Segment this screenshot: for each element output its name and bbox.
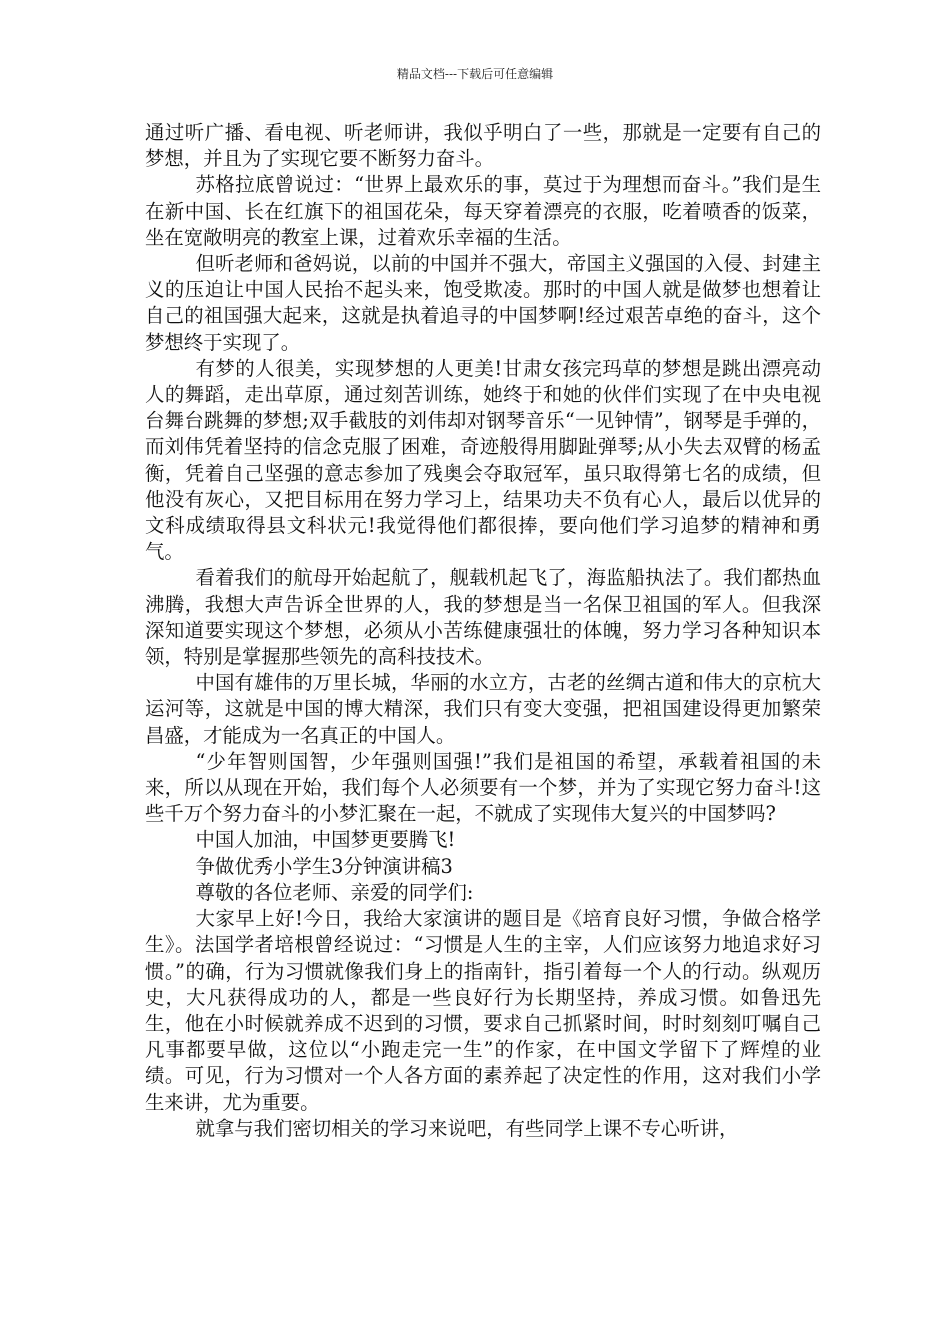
paragraph-2: 苏格拉底曾说过：“世界上最欢乐的事，莫过于为理想而奋斗。”我们是生在新中国、长在红旗下的祖国花朵，每天穿着漂亮的衣服，吃着喷香的饭菜，坐在宽敞明亮的教室上课，过着欢乐幸福的生活。	[145, 173, 821, 249]
paragraph-7: “少年智则国智，少年强则国强!”我们是祖国的希望，承载着祖国的未来，所以从现在开始，我们每个人必须要有一个梦，并为了实现它努力奋斗!这些千万个努力奋斗的小梦汇聚在一起，不就成了实现伟大复兴的中国梦吗?	[145, 749, 821, 826]
paragraph-1: 通过听广播、看电视、听老师讲，我似乎明白了一些，那就是一定要有自己的梦想，并且为了实现它要不断努力奋斗。	[145, 121, 821, 171]
paragraph-6: 中国有雄伟的万里长城，华丽的水立方，古老的丝绸古道和伟大的京杭大运河等，这就是中国的博大精深，我们只有变大变强，把祖国建设得更加繁荣昌盛，才能成为一名真正的中国人。	[145, 671, 821, 747]
paragraph-3: 但听老师和爸妈说，以前的中国并不强大，帝国主义强国的入侵、封建主义的压迫让中国人民抬不起头来，饱受欺凌。那时的中国人就是做梦也想着让自己的祖国强大起来，这就是执着追寻的中国梦啊!经过艰苦卓绝的奋斗，这个梦想终于实现了。	[145, 252, 821, 354]
salutation: 尊敬的各位老师、亲爱的同学们:	[195, 880, 474, 904]
speech-title: 争做优秀小学生3分钟演讲稿3	[195, 854, 453, 878]
paragraph-5: 看着我们的航母开始起航了，舰载机起飞了，海监船执法了。我们都热血沸腾，我想大声告诉全世界的人，我的梦想是当一名保卫祖国的军人。但我深深知道要实现这个梦想，必须从小苦练健康强壮的体魄，努力学习各种知识本领，特别是掌握那些领先的高科技技术。	[145, 566, 821, 669]
page-header: 精品文档---下载后可任意编辑	[396, 67, 554, 81]
paragraph-12: 就拿与我们密切相关的学习来说吧，有些同学上课不专心听讲，	[195, 1116, 739, 1140]
document-body	[145, 120, 821, 1142]
paragraph-8: 中国人加油，中国梦更要腾飞!	[195, 828, 456, 852]
paragraph-4: 有梦的人很美，实现梦想的人更美!甘肃女孩完玛草的梦想是跳出漂亮动人的舞蹈，走出草原，通过刻苦训练，她终于和她的伙伴们实现了在中央电视台舞台跳舞的梦想;双手截肢的刘伟却对钢琴音乐“一见钟情”，钢琴是手弹的，而刘伟凭着坚持的信念克服了困难，奇迹般得用脚趾弹琴;从小失去双臂的杨孟衡，凭着自己坚强的意志参加了残奥会夺取冠军，虽只取得第七名的成绩，但他没有灰心，又把目标用在努力学习上，结果功夫不负有心人，最后以优异的文科成绩取得县文科状元!我觉得他们都很捧，要向他们学习追梦的精神和勇气。	[145, 356, 821, 564]
paragraph-11: 大家早上好!今日，我给大家演讲的题目是《培育良好习惯，争做合格学生》。法国学者培根曾经说过：“习惯是人生的主宰，人们应该努力地追求好习惯。”的确，行为习惯就像我们身上的指南针，指引着每一个人的行动。纵观历史，大凡获得成功的人，都是一些良好行为长期坚持，养成习惯。如鲁迅先生，他在小时候就养成不迟到的习惯，要求自己抓紧时间，时时刻刻叮嘱自己凡事都要早做，这位以“小跑走完一生”的作家，在中国文学留下了辉煌的业绩。可见，行为习惯对一个人各方面的素养起了决定性的作用，这对我们小学生来讲，尤为重要。	[145, 907, 821, 1114]
